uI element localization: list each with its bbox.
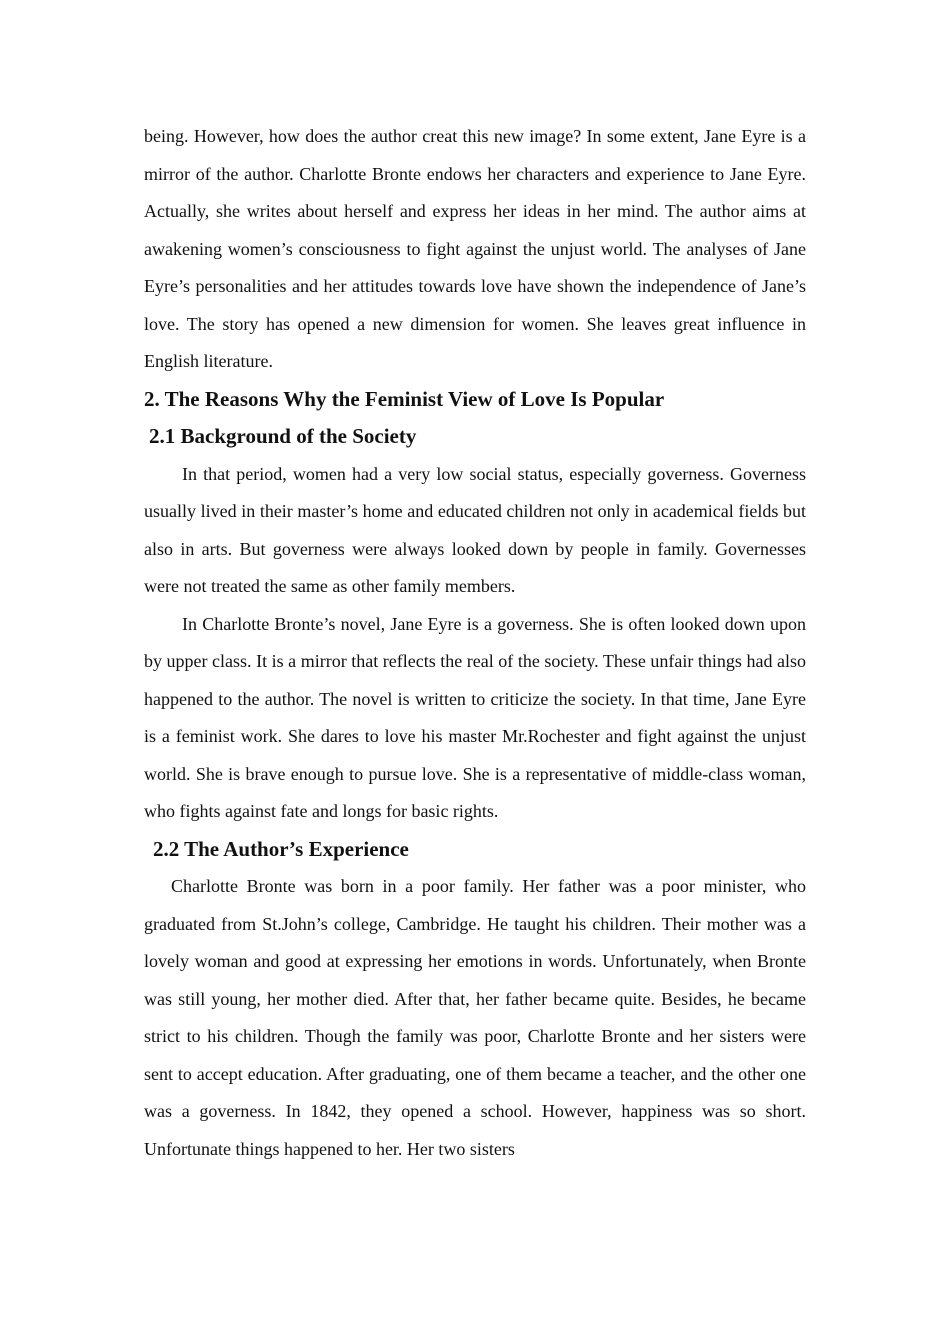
document-page <box>144 118 806 1168</box>
section-2-1-heading: 2.1 Background of the Society <box>149 424 417 448</box>
paragraph-2-1-b: In Charlotte Bronte’s novel, Jane Eyre is a governess. She is often looked down upon by upper class. It is a mirror that reflects the real of the society. These unfair things had also happened to the author. The novel is written to criticize the society. In that time, Jane Eyre is a feminist work. She dares to love his master Mr.Rochester and fight against the unjust world. She is brave enough to pursue love. She is a representative of middle-class woman, who fights against fate and longs for basic rights. <box>144 613 806 821</box>
paragraph-2-2-a: Charlotte Bronte was born in a poor family. Her father was a poor minister, who graduated from St.John’s college, Cambridge. He taught his children. Their mother was a lovely woman and good at expressing her emotions in words. Unfortunately, when Bronte was still young, her mother died. After that, her father became quite. Besides, he became strict to his children. Though the family was poor, Charlotte Bronte and her sisters were sent to accept education. After graduating, one of them became a teacher, and the other one was a governess. In 1842, they opened a school. However, happiness was so short. Unfortunate things happened to her. Her two sisters <box>144 876 806 1159</box>
section-2-2-heading: 2.2 The Author’s Experience <box>153 836 409 861</box>
paragraph-intro: being. However, how does the author creat this new image? In some extent, Jane Eyre is a mirror of the author. Charlotte Bronte endows her characters and experience to Jane Eyre. Actually, she writes about herself and express her ideas in her mind. The author aims at awakening women’s consciousness to fight against the unjust world. The analyses of Jane Eyre’s personalities and her attitudes towards love have shown the independence of Jane’s love. The story has opened a new dimension for women. She leaves great influence in English literature. <box>144 126 806 371</box>
paragraph-2-1-a: In that period, women had a very low social status, especially governess. Governess usually lived in their master’s home and educated children not only in academical fields but also in arts. But governess were always looked down by people in family. Governesses were not treated the same as other family members. <box>144 463 806 596</box>
section-2-heading: 2. The Reasons Why the Feminist View of Love Is Popular <box>144 386 665 411</box>
